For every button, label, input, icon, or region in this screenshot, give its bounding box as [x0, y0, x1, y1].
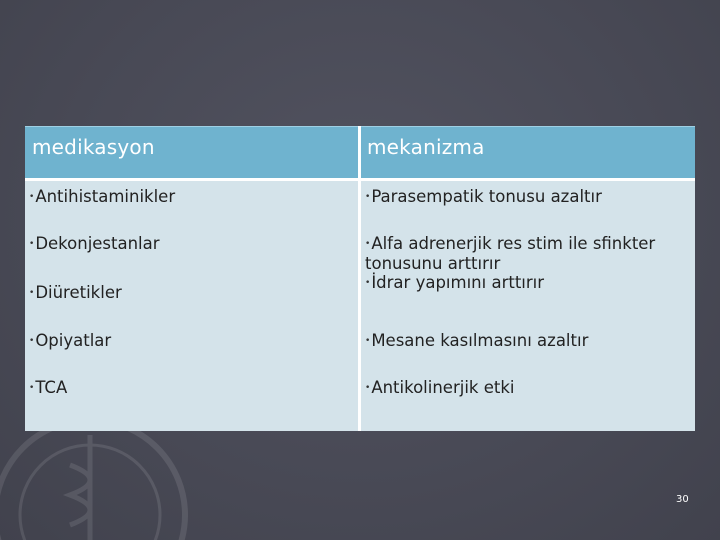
bullet-icon: • [365, 192, 371, 202]
table-cell-right: •Parasempatik tonusu azaltır [365, 187, 602, 206]
medication-table [25, 126, 695, 431]
table-cell-left: •Opiyatlar [29, 331, 112, 350]
table-cell-right: •Alfa adrenerjik res stim ile sfinkter tonusunu arttırır •İdrar yapımını arttırır [365, 234, 656, 292]
page-number: 30 [676, 494, 689, 505]
bullet-icon: • [29, 336, 35, 346]
bullet-icon: • [29, 239, 35, 249]
bullet-icon: • [365, 278, 371, 288]
bullet-icon: • [29, 288, 35, 298]
table-cell-left: •Diüretikler [29, 283, 122, 302]
table-cell-left: •Dekonjestanlar [29, 234, 160, 253]
table-cell-right: •Mesane kasılmasını azaltır [365, 331, 589, 350]
table-cell-left: •TCA [29, 378, 68, 397]
header-medikasyon: medikasyon [32, 135, 155, 159]
bullet-icon: • [365, 336, 371, 346]
bullet-icon: • [29, 192, 35, 202]
bullet-icon: • [365, 383, 371, 393]
table-cell-right: •Antikolinerjik etki [365, 378, 515, 397]
bullet-icon: • [29, 383, 35, 393]
header-mekanizma: mekanizma [367, 135, 485, 159]
bullet-icon: • [365, 239, 371, 249]
table-cell-left: •Antihistaminikler [29, 187, 176, 206]
column-divider [358, 126, 361, 431]
